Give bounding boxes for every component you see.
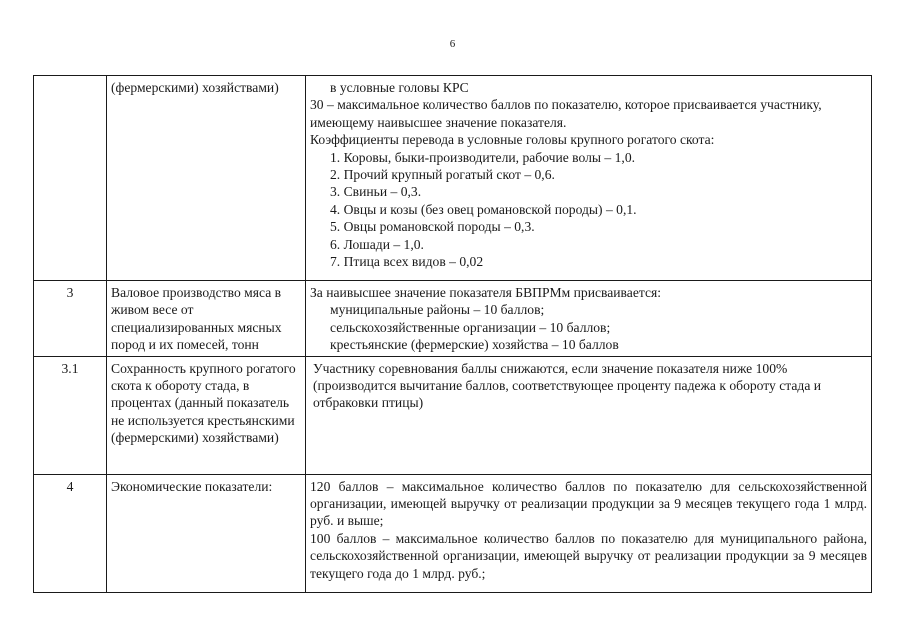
- description-paragraph: 120 баллов – максимальное количество баллов по показателю для сельскохозяйственной организации, имеющей выручку от реализации продукции за 9 месяцев текущего года 1 млрд. руб. и выше;: [310, 478, 867, 529]
- page-number: 6: [449, 38, 456, 50]
- table-row: [34, 474, 872, 592]
- description-paragraph: 100 баллов – максимальное количество баллов по показателю для муниципального района, сельскохозяйственной организации, имеющей выручку от реализации продукции за 9 месяцев текущего года до 1 млрд. руб.;: [310, 530, 867, 581]
- description-paragraph: 30 – максимальное количество баллов по показателю, которое присваивается участнику, имеющему наивысшее значение показателя.: [310, 97, 822, 130]
- description-line: в условные головы КРС: [330, 80, 469, 95]
- scoring-description-cell: [306, 281, 872, 357]
- indicator-name-cell: (фермерскими) хозяйствами): [107, 76, 306, 281]
- coefficient-item: 3. Свиньи – 0,3.: [330, 184, 422, 200]
- score-item: муниципальные районы – 10 баллов;: [330, 302, 545, 318]
- indicator-name-cell: Сохранность крупного рогатого скота к обороту стада, в процентах (данный показатель не используется крестьянскими (фермерскими) хозяйствами): [107, 356, 306, 474]
- scoring-description-cell: [306, 76, 872, 281]
- row-number-cell: 3.1: [34, 356, 107, 474]
- score-item: крестьянские (фермерские) хозяйства – 10 баллов: [330, 337, 619, 353]
- table-row: [34, 76, 872, 281]
- description-line: За наивысшее значение показателя БВПРМм присваивается:: [310, 285, 662, 300]
- score-item: сельскохозяйственные организации – 10 баллов;: [330, 319, 611, 335]
- description-line: Коэффициенты перевода в условные головы крупного рогатого скота:: [310, 132, 715, 148]
- row-number-cell: [34, 76, 107, 281]
- coefficient-item: 2. Прочий крупный рогатый скот – 0,6.: [330, 167, 555, 183]
- coefficient-item: 1. Коровы, быки-производители, рабочие волы – 1,0.: [330, 149, 636, 165]
- scoring-description-cell: [306, 356, 872, 474]
- coefficient-item: 4. Овцы и козы (без овец романовской породы) – 0,1.: [330, 201, 637, 217]
- table-row: [34, 281, 872, 357]
- criteria-table: [33, 75, 872, 593]
- row-number-cell: 3: [34, 281, 107, 357]
- coefficient-item: 7. Птица всех видов – 0,02: [330, 254, 484, 270]
- scoring-description-cell: [306, 474, 872, 592]
- indicator-name-cell: Экономические показатели:: [107, 474, 306, 592]
- row-number-cell: 4: [34, 474, 107, 592]
- description-paragraph: Участнику соревнования баллы снижаются, если значение показателя ниже 100% (производится вычитание баллов, соответствующее проценту падежа к обороту стада и отбраковки птицы): [313, 360, 822, 411]
- indicator-name-cell: Валовое производство мяса в живом весе от специализированных мясных пород и их помесей, тонн: [107, 281, 306, 357]
- coefficient-item: 5. Овцы романовской породы – 0,3.: [330, 219, 535, 235]
- table-row: [34, 356, 872, 474]
- coefficient-item: 6. Лошади – 1,0.: [330, 236, 424, 252]
